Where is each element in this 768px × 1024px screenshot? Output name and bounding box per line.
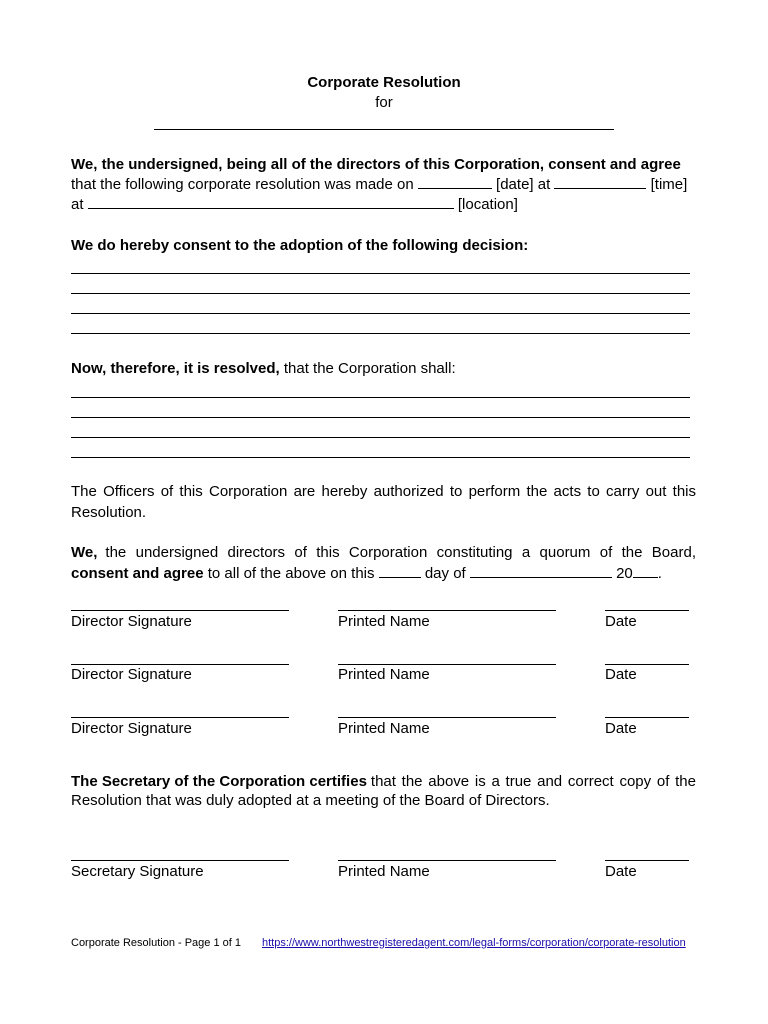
director-signature-line-1 [71, 610, 289, 611]
intro-line-3 [71, 195, 518, 215]
director-signature-line-3 [71, 717, 289, 718]
printed-name-line-3 [338, 717, 556, 718]
director-signature-label-1: Director Signature [71, 613, 192, 630]
resolved-line-4 [71, 457, 690, 458]
date-line-3 [605, 717, 689, 718]
printed-name-label-2: Printed Name [338, 666, 430, 683]
day-blank [379, 564, 421, 578]
printed-name-label-3: Printed Name [338, 720, 430, 737]
decision-line-1 [71, 273, 690, 274]
decision-line-3 [71, 313, 690, 314]
resolved-line-2 [71, 417, 690, 418]
title-for-label: for [375, 94, 393, 111]
year-blank [633, 564, 658, 578]
resolved-line-1 [71, 397, 690, 398]
printed-name-label-1: Printed Name [338, 613, 430, 630]
director-signature-label-2: Director Signature [71, 666, 192, 683]
decision-line-4 [71, 333, 690, 334]
resolved-rest-text: that the Corporation shall: [283, 360, 456, 377]
meeting-location-blank [88, 195, 454, 209]
quorum-line-2 [71, 564, 662, 584]
date-label-2: Date [605, 666, 637, 683]
decision-heading: We do hereby consent to the adoption of the following decision: [71, 237, 529, 254]
corporation-name-blank [154, 129, 614, 130]
secretary-signature-line [71, 860, 289, 861]
secretary-date-line [605, 860, 689, 861]
intro-made-on-text: that the following corporate resolution was made on [71, 176, 414, 193]
decision-line-2 [71, 293, 690, 294]
resolved-heading [71, 359, 456, 379]
year-prefix: 20 [616, 565, 633, 582]
at-label: at [71, 196, 84, 213]
secretary-line-2: Resolution that was duly adopted at a meeting of the Board of Directors. [71, 792, 550, 809]
date-label-1: Date [605, 613, 637, 630]
time-label: [time] [650, 176, 688, 193]
secretary-signature-label: Secretary Signature [71, 863, 204, 880]
date-line-1 [605, 610, 689, 611]
quorum-line-1-rest: the undersigned directors of this Corporation constituting a quorum of the Board, [105, 544, 696, 561]
secretary-printed-name-label: Printed Name [338, 863, 430, 880]
footer-url-link[interactable]: https://www.northwestregisteredagent.com/legal-forms/corporation/corporate-resolution [262, 937, 686, 949]
meeting-date-blank [418, 175, 492, 189]
month-blank [470, 564, 612, 578]
date-label: [date] at [496, 176, 551, 193]
officers-line-2: Resolution. [71, 504, 147, 521]
quorum-day-of-text: day of [424, 565, 466, 582]
printed-name-line-1 [338, 610, 556, 611]
secretary-printed-name-line [338, 860, 556, 861]
location-label: [location] [457, 196, 518, 213]
secretary-line-1-rest: that the above is a true and correct copy of the [370, 773, 696, 790]
resolved-line-3 [71, 437, 690, 438]
document-title: Corporate Resolution [307, 74, 461, 91]
quorum-we: We, [71, 544, 98, 561]
intro-bold-line: We, the undersigned, being all of the directors of this Corporation, consent and agree [71, 156, 681, 173]
quorum-period: . [657, 565, 662, 582]
meeting-time-blank [554, 175, 646, 189]
officers-line-1: The Officers of this Corporation are hereby authorized to perform the acts to carry out this [71, 483, 696, 500]
secretary-date-label: Date [605, 863, 637, 880]
director-signature-label-3: Director Signature [71, 720, 192, 737]
secretary-bold-text: The Secretary of the Corporation certifies [71, 773, 367, 790]
secretary-line-1 [71, 772, 696, 792]
quorum-line-1 [71, 543, 696, 563]
intro-line-2 [71, 175, 687, 195]
footer-page-label: Corporate Resolution - Page 1 of 1 [71, 937, 241, 949]
date-label-3: Date [605, 720, 637, 737]
quorum-consent-bold: consent and agree [71, 565, 204, 582]
resolved-bold-text: Now, therefore, it is resolved, [71, 360, 280, 377]
quorum-on-this-text: to all of the above on this [207, 565, 375, 582]
